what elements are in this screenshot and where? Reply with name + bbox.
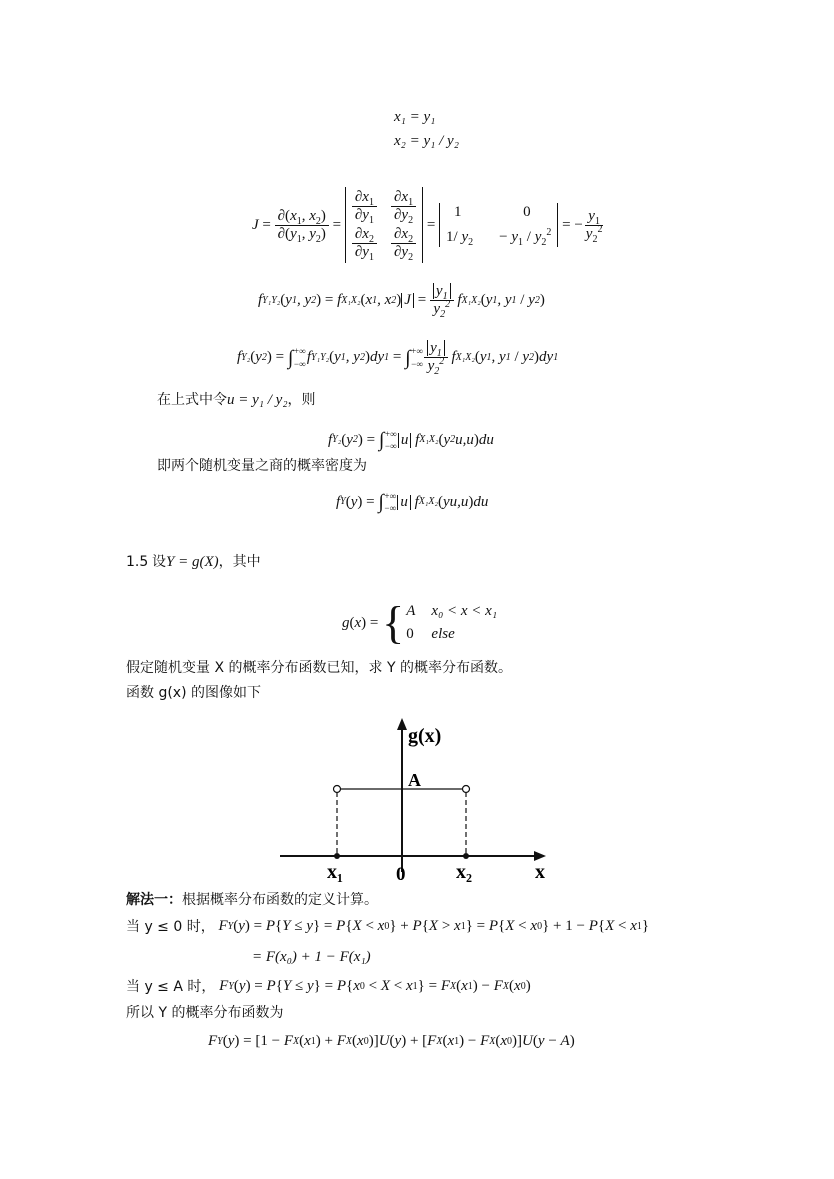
graph-intro: 函数 g(x) 的图像如下 <box>126 685 261 701</box>
left-point-label: x₁ <box>327 861 343 882</box>
joint-density: f Y₁Y₂ ( y 1 , y 2 ) = f X₁X₂ ( x 1 , x 2 ) J = $\frac{y_1}{y_2^2}$ f X₁X₂ ( y 1 , y 1 / y 2 ) <box>258 283 545 320</box>
problem-number: 1.5 <box>126 554 149 570</box>
problem-tail: ，其中 <box>218 554 261 570</box>
case2-text: 当 y ≤ A 时， <box>126 978 216 995</box>
level-label: A <box>408 770 421 790</box>
eq-x1: x₁ = y₁ <box>394 109 436 125</box>
substitution-line <box>157 393 316 408</box>
substitution-eq: u = y₁ / y₂ <box>227 392 288 408</box>
g-case1-cond: x₀ < x < x₁ <box>431 603 498 619</box>
assumption-text: 假定随机变量 X 的概率分布函数已知，求 Y 的概率分布函数。 <box>126 660 512 676</box>
g-case2-value: 0 <box>406 626 414 642</box>
g-function-graph <box>0 712 834 882</box>
result-quotient: f Y ( y ) = ∫ +∞ −∞ u f X₁X₂ ( yu , u ) du <box>336 491 489 514</box>
left-axis-point <box>334 853 340 859</box>
problem-intro: 设 <box>152 554 167 570</box>
case1-eq2: = F(x₀) + 1 − F(x₁) <box>252 949 371 965</box>
conclusion-equation: F Y ( y ) = [1 − F X ( x 1 ) + F X ( x 0 )] U ( y ) + [ F X ( x 1 ) − F X ( x 0 )] U ( y − A ) <box>208 1033 575 1049</box>
jacobian-label: J <box>252 216 259 233</box>
right-axis-point <box>463 853 469 859</box>
jacobian-equation: J = $\frac{\partial(x_1, x_2)}{\partial(y_1, y_2)}$ = $\frac{\partial x_1}{\partial y_1}$ $\frac{\partial x_1}{\partial y_2}$ $\frac{\partial x_2}{\partial y_1}$ $\frac{\partial x_2}{\partial y_2}$ = 1 0 1/ $y_2$ − $y_1 / y_2^2$ = − $\frac{y_1}{y_2^2}$ <box>252 189 603 263</box>
problem-eq: Y = g(X) <box>166 554 219 570</box>
quotient-text: 即两个随机变量之商的概率密度为 <box>157 458 367 474</box>
case1-text: 当 y ≤ 0 时， <box>126 918 215 935</box>
left-open-point <box>334 786 341 793</box>
g-case1-value: A <box>406 603 416 619</box>
case1-line: 当 y ≤ 0 时， F Y ( y ) = P { Y ≤ y } = P { X < x 0 } + P { X > x 1 } = P { X < x 0 } + 1 − P { X < x 1 } <box>126 918 650 935</box>
x-axis-arrow-icon <box>534 851 546 861</box>
right-point-label: x₂ <box>456 861 472 882</box>
right-open-point <box>463 786 470 793</box>
y-axis-arrow-icon <box>397 718 407 730</box>
x-axis-label: x <box>535 861 545 882</box>
result-y2: f Y₂ ( y 2 ) = ∫ +∞ −∞ u f X₁X₂ ( y 2 u , u ) du <box>328 429 494 452</box>
substitution-tail: ，则 <box>287 392 316 408</box>
case2-line: 当 y ≤ A 时， F Y ( y ) = P { Y ≤ y } = P { x 0 < X < x 1 } = F X ( x 1 ) − F X ( x 0 ) <box>126 978 531 995</box>
piecewise-definition: g ( x ) = { A x₀ < x < x₁ 0 else <box>342 597 498 648</box>
g-case2-cond: else <box>431 626 455 642</box>
y-axis-label: g(x) <box>408 725 442 747</box>
solution-line <box>126 893 378 908</box>
conclusion-text: 所以 Y 的概率分布函数为 <box>126 1005 284 1021</box>
substitution-text: 在上式中令 <box>157 392 227 408</box>
solution-title: 解法一： <box>126 892 182 908</box>
problem-heading <box>126 555 261 570</box>
origin-label: 0 <box>396 864 406 882</box>
solution-text: 根据概率分布函数的定义计算。 <box>182 892 378 908</box>
eq-x2: x₂ = y₁ / y₂ <box>394 133 459 149</box>
marginal-density: f Y₂ ( y 2 ) = ∫ +∞ −∞ f Y₁Y₂ ( y 1 , y 2 ) dy 1 = ∫ +∞ −∞ $\frac{y_1}{y_2^2}$ f X₁X₂ ( y 1 , y 1 / y 2 ) dy 1 <box>237 340 559 377</box>
